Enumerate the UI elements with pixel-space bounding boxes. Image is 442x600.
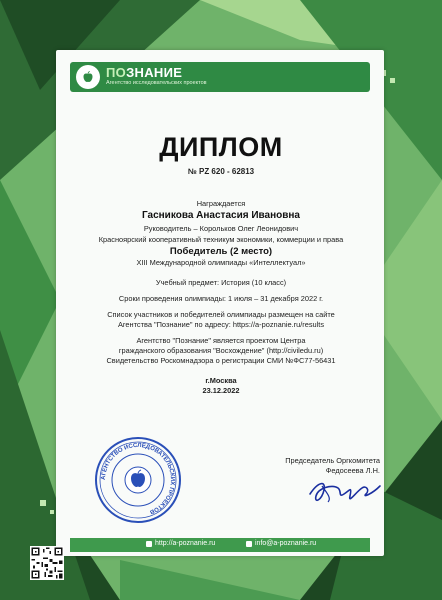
agency-line-2: гражданского образования "Восхождение" (http://civiledu.ru)	[118, 346, 324, 355]
supervisor-line: Руководитель – Корольков Олег Леонидович	[143, 224, 299, 233]
diploma-title: ДИПЛОМ	[159, 132, 283, 162]
globe-icon	[146, 541, 152, 547]
mail-icon	[246, 541, 252, 547]
awarded-label: Награждается	[196, 199, 246, 208]
city-line: г.Москва	[205, 376, 237, 385]
brand-subtitle: Агентство исследовательских проектов	[106, 80, 207, 86]
agency-line-1: Агентство "Познание" является проектом Центра	[136, 336, 306, 345]
subject-line: Учебный предмет: История (10 класс)	[155, 278, 287, 287]
brand-logo	[76, 65, 100, 89]
dates-line: Сроки проведения олимпиады: 1 июля – 31 декабря 2022 г.	[118, 294, 324, 303]
signatory-name: Федосеева Л.Н.	[325, 466, 380, 475]
brand-name	[106, 65, 182, 80]
place-line: Победитель (2 место)	[169, 246, 273, 257]
agency-line-3: Свидетельство Роскомнадзора о регистрации СМИ №ФС77-56431	[106, 356, 336, 365]
brand-suffix: ЗНАНИЕ	[126, 65, 183, 80]
signatory-role: Председатель Оргкомитета	[285, 456, 380, 465]
official-stamp	[94, 436, 182, 524]
institution-line: Красноярский кооперативный техникум экономики, коммерции и права	[98, 235, 344, 244]
results-line-2: Агентства "Познание" по адресу: https://a-poznanie.ru/results	[117, 320, 325, 329]
olympiad-line: XIII Международной олимпиады «Интеллектуал»	[136, 258, 306, 267]
footer-site-text[interactable]: http://a-poznanie.ru	[155, 540, 216, 547]
qr-code	[30, 546, 64, 580]
handwritten-signature	[304, 472, 384, 510]
diploma-number: № PZ 620 - 62813	[187, 167, 255, 176]
date-line: 23.12.2022	[202, 386, 240, 395]
recipient-name: Гасникова Анастасия Ивановна	[141, 210, 300, 221]
apple-icon	[82, 71, 94, 83]
brand-prefix: ПО	[106, 65, 127, 80]
stamp-text: АГЕНТСТВО ИССЛЕДОВАТЕЛЬСКИХ ПРОЕКТОВ	[100, 442, 176, 515]
footer-site[interactable]	[146, 540, 215, 547]
footer-email[interactable]	[246, 540, 316, 547]
results-line-1: Список участников и победителей олимпиады размещен на сайте	[107, 310, 335, 319]
footer-bar	[70, 538, 370, 552]
footer-email-text[interactable]: info@a-poznanie.ru	[255, 540, 317, 547]
